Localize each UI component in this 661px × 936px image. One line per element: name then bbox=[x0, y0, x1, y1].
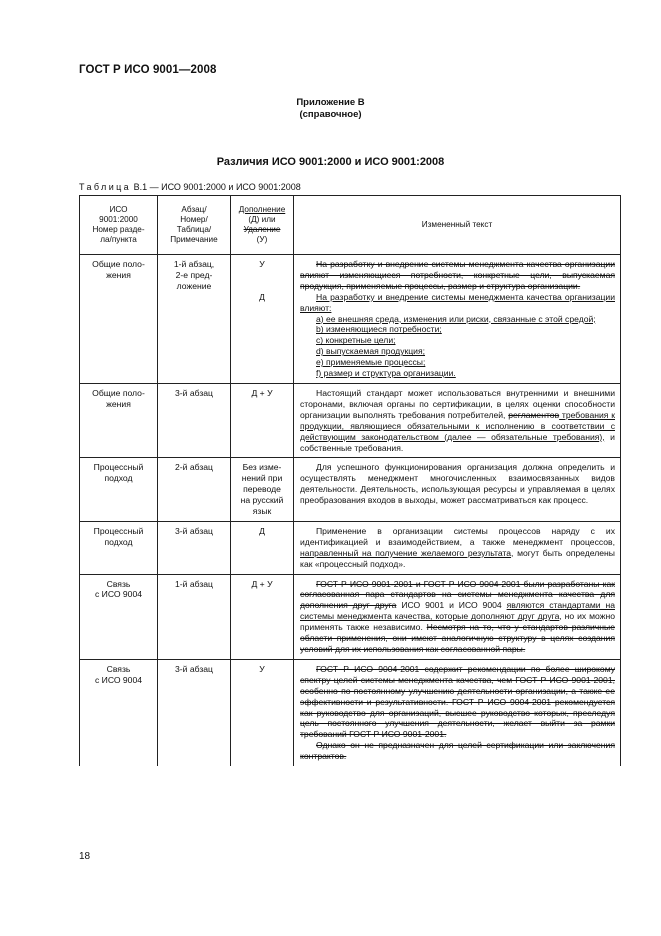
header-paragraph: Абзац/ Номер/ Таблица/ Примечание bbox=[158, 196, 231, 255]
table-caption-text: B.1 — ИСО 9001:2000 и ИСО 9001:2008 bbox=[133, 182, 301, 192]
header-section-number: ИСО 9001:2000 Номер разде- ла/пункта bbox=[80, 196, 158, 255]
row-paragraph: 1-й абзац bbox=[158, 574, 231, 659]
deleted-text: На разработку и внедрение системы менеджмента качества организации влияют изменяющиеся потребности, конкретные цели, выпускаемая продукция, применяемые процессы, размер и структура организации. bbox=[300, 259, 615, 291]
row-paragraph: 1-й абзац, 2-е пред- ложение bbox=[158, 255, 231, 384]
deleted-text: ГОСТ Р ИСО 9001-2001 и ГОСТ Р ИСО 9004-2001 были разработаны как согласованная пара стандартов на системы менеджмента качества для дополнения друг друга bbox=[300, 578, 615, 611]
added-text: требования к продукции, являющиеся обязательными к исполнению в соответствии с действующим законодательством (далее — обязательные требования), bbox=[300, 409, 615, 442]
header-action: Дополнение (Д) или Удаление (У) bbox=[231, 196, 294, 255]
differences-table bbox=[79, 195, 621, 766]
appendix-heading bbox=[0, 97, 661, 121]
row-action: У Д bbox=[231, 255, 294, 384]
deleted-text: регламентов bbox=[508, 409, 560, 420]
row-action: Д + У bbox=[231, 383, 294, 457]
row-section: Общие поло- жения bbox=[80, 255, 158, 384]
row-section: Общие поло- жения bbox=[80, 383, 158, 457]
table-row bbox=[80, 255, 621, 384]
row-paragraph: 3-й абзац bbox=[158, 383, 231, 457]
deleted-text: Несмотря на то, что у стандартов различные области применения, они имеют аналогичную структуру в целях создания условий для их использования как согласованной пары. bbox=[300, 622, 615, 654]
row-changed-text: ГОСТ Р ИСО 9001-2001 и ГОСТ Р ИСО 9004-2001 были разработаны как согласованная пара стандартов на системы менеджмента качества для дополнения друг друга ИСО 9001 и ИСО 9004 являются стандартами на системы менеджмента качества, которые дополняют друг друга, но их можно применять также независимо. Несмотря на то, что у стандартов различные области применения, они имеют аналогичную структуру в целях создания условий для их использования как согласованной пары. bbox=[294, 574, 621, 659]
row-action: Д + У bbox=[231, 574, 294, 659]
added-text: На разработку и внедрение системы менеджмента качества организации влияют: bbox=[300, 291, 615, 313]
table-caption bbox=[79, 182, 301, 192]
row-paragraph: 3-й абзац bbox=[158, 659, 231, 766]
document-header: ГОСТ Р ИСО 9001—2008 bbox=[79, 64, 217, 76]
appendix-label: Приложение В bbox=[296, 97, 365, 108]
row-changed-text: На разработку и внедрение системы менеджмента качества организации влияют изменяющиеся потребности, конкретные цели, выпускаемая продукция, применяемые процессы, размер и структура организации. На разработку и внедрение системы менеджмента качества организации влияют: а) ее внешняя среда, изменения или риски, связанные с этой средой; b) изменяющиеся потребности; c) конкретные цели; d) выпускаемая продукция; e) применяемые процессы; f) размер и структура организации. bbox=[294, 255, 621, 384]
row-changed-text: Применение в организации системы процессов наряду с их идентификацией и взаимодействием, а также менеджмент процессов, направленный на получение желаемого результата, могут быть определены как «процессный подход». bbox=[294, 521, 621, 574]
deleted-text: Однако он не предназначен для целей сертификации или заключения контрактов. bbox=[300, 740, 615, 762]
table-caption-prefix: Таблица bbox=[79, 182, 132, 192]
row-changed-text: Настоящий стандарт может использоваться внутренними и внешними сторонами, включая органы по сертификации, в целях оценки способности организации выполнять требования потребителей, регламентов требования к продукции, являющиеся обязательными к исполнению в соответствии с действующим законодательством (далее — обязательные требования), и собственные требования. bbox=[294, 383, 621, 457]
table-row bbox=[80, 383, 621, 457]
added-text: являются стандартами на системы менеджмента качества, которые дополняют друг друга bbox=[300, 600, 615, 622]
row-paragraph: 2-й абзац bbox=[158, 458, 231, 522]
row-section: Связь с ИСО 9004 bbox=[80, 574, 158, 659]
row-paragraph: 3-й абзац bbox=[158, 521, 231, 574]
section-title: Различия ИСО 9001:2000 и ИСО 9001:2008 bbox=[216, 156, 445, 168]
row-changed-text: Для успешного функционирования организация должна определить и осуществлять менеджмент многочисленных взаимосвязанных видов деятельности. Деятельность, использующая ресурсы и управляемая в целях преобразования входов в выходы, может рассматриваться как процесс. bbox=[294, 458, 621, 522]
row-action: У bbox=[231, 659, 294, 766]
added-text: направленный на получение желаемого результата bbox=[300, 547, 512, 558]
row-section: Процессный подход bbox=[80, 458, 158, 522]
row-changed-text bbox=[294, 659, 621, 766]
row-action: Д bbox=[231, 521, 294, 574]
row-action: Без изме- нений при переводе на русский язык bbox=[231, 458, 294, 522]
table-row bbox=[80, 521, 621, 574]
header-changed-text: Измененный текст bbox=[294, 196, 621, 255]
deleted-text: ГОСТ Р ИСО 9004-2001 содержит рекомендации по более широкому спектру целей системы менеджмента качества, чем ГОСТ Р ИСО 9001-2001, особенно по постоянному улучшению деятельности организации, а также ее эффективности и результативности. ГОСТ Р ИСО 9004-2001 рекомендуется как руководство для организаций, высшее руководство которых, преследуя цель постоянного улучшения деятельности, желает выйти за рамки требований ГОСТ Р ИСО 9001-2001. bbox=[300, 663, 615, 740]
table-row bbox=[80, 574, 621, 659]
row-section: Процессный подход bbox=[80, 521, 158, 574]
table-row bbox=[80, 659, 621, 766]
page-number: 18 bbox=[79, 851, 91, 862]
appendix-type: (справочное) bbox=[299, 109, 362, 120]
table-row bbox=[80, 458, 621, 522]
row-section: Связь с ИСО 9004 bbox=[80, 659, 158, 766]
table-header-row bbox=[80, 196, 621, 255]
